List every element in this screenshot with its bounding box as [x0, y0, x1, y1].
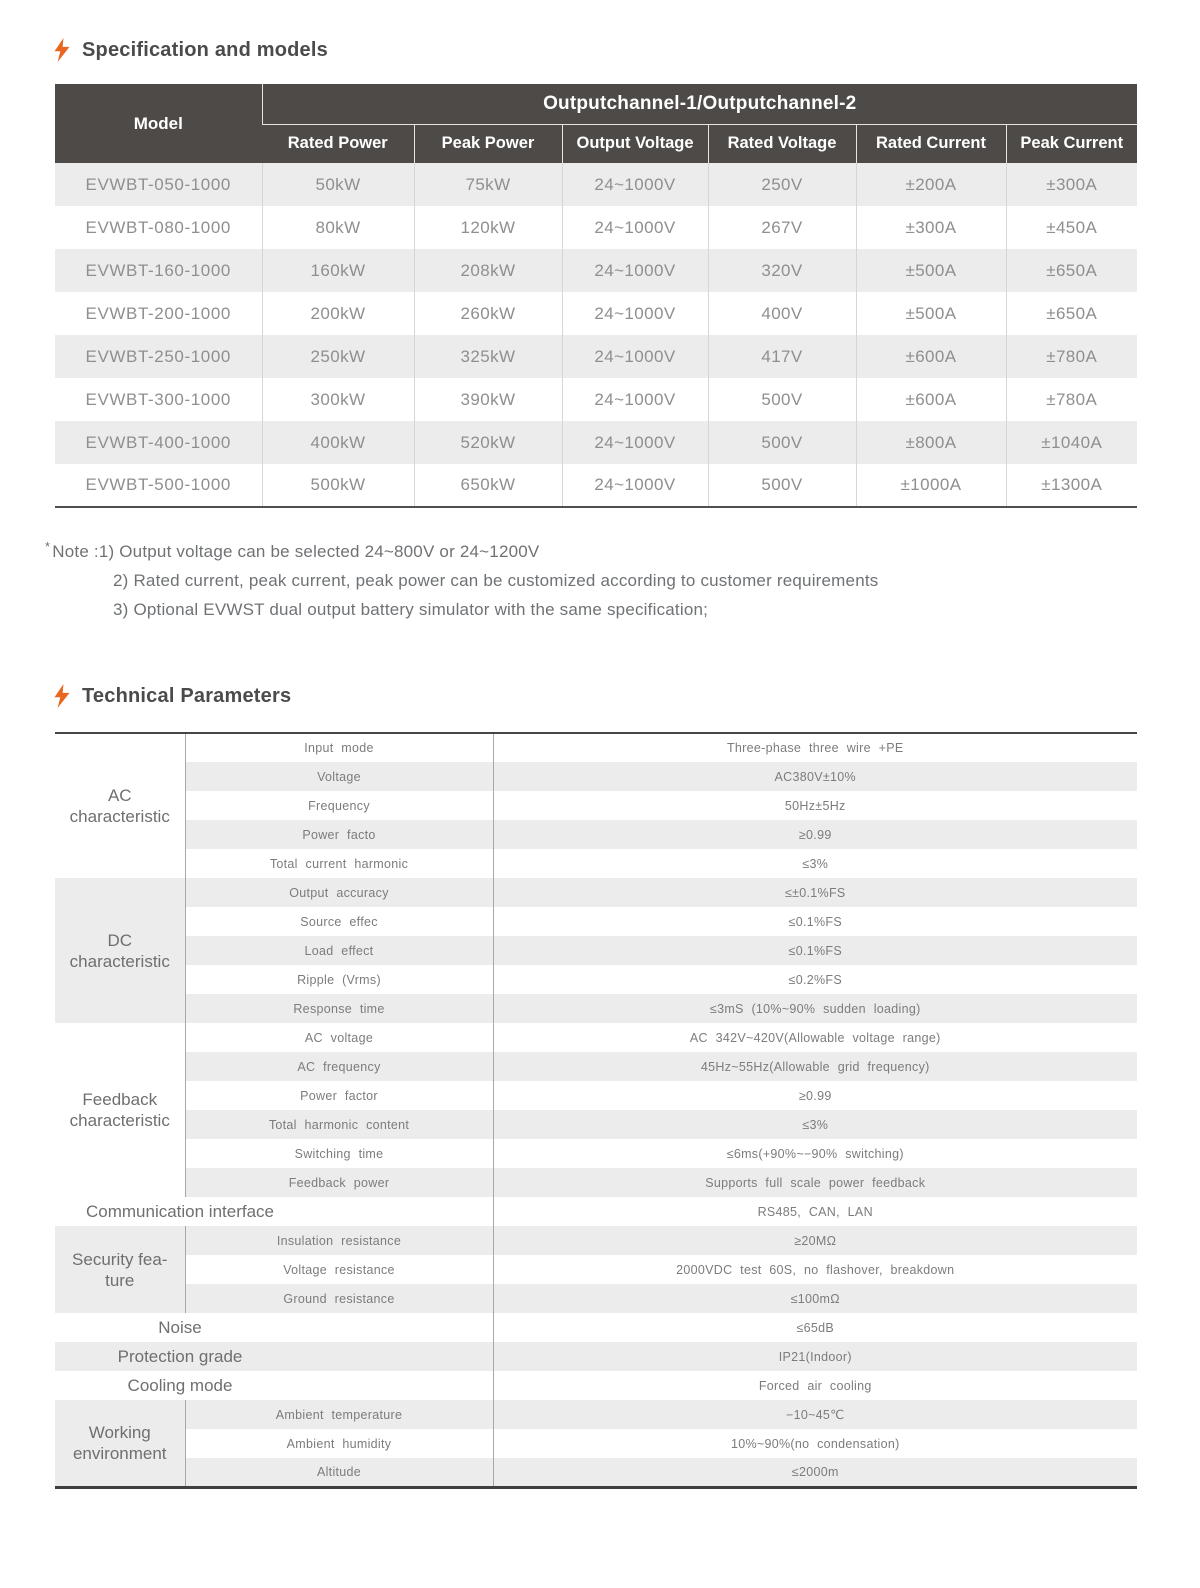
tech-value-cell: ≥0.99	[493, 820, 1137, 849]
tech-category-cell	[55, 1371, 493, 1400]
spec-value-cell: 208kW	[414, 249, 562, 292]
note-asterisk: *	[45, 539, 51, 554]
tech-value-cell: 2000VDC test 60S, no flashover, breakdown	[493, 1255, 1137, 1284]
spec-row	[55, 163, 1137, 206]
tech-value-cell: ≥20MΩ	[493, 1226, 1137, 1255]
tech-value-cell: ≤65dB	[493, 1313, 1137, 1342]
col-header-output-voltage: Output Voltage	[562, 124, 708, 163]
spec-value-cell: 500V	[708, 464, 856, 507]
page-title: Specification and models	[82, 38, 328, 61]
note-line: 2) Rated current, peak current, peak power can be customized according to customer requirements	[113, 571, 879, 590]
spec-value-cell: 80kW	[262, 206, 414, 249]
model-cell: EVWBT-080-1000	[85, 217, 231, 237]
tech-row	[55, 1313, 1137, 1342]
tech-row	[55, 1081, 1137, 1110]
tech-param-cell: Frequency	[185, 791, 493, 820]
tech-param-cell: Total harmonic content	[185, 1110, 493, 1139]
spec-value-cell: 325kW	[414, 335, 562, 378]
tech-param-cell: Load effect	[185, 936, 493, 965]
tech-row	[55, 965, 1137, 994]
spec-value-cell: ±200A	[856, 163, 1006, 206]
spec-value-cell: 260kW	[414, 292, 562, 335]
model-cell: EVWBT-050-1000	[55, 163, 262, 206]
spec-value-cell: 75kW	[414, 163, 562, 206]
tech-row	[55, 1400, 1137, 1429]
spec-value-cell: ±600A	[856, 378, 1006, 421]
tech-row	[55, 1371, 1137, 1400]
spec-value-cell: 267V	[708, 206, 856, 249]
tech-category-cell	[55, 1342, 493, 1371]
tech-row	[55, 1197, 1137, 1226]
spec-value-cell: 320V	[708, 249, 856, 292]
spec-value-cell: 250kW	[262, 335, 414, 378]
tech-value-cell: Three-phase three wire +PE	[493, 733, 1137, 762]
spec-value-cell: 400kW	[262, 421, 414, 464]
spec-row	[55, 206, 1137, 249]
tech-table	[55, 732, 1137, 1489]
lightning-bolt-icon	[53, 38, 71, 62]
tech-param-cell: Power factor	[185, 1081, 493, 1110]
tech-row	[55, 1429, 1137, 1458]
tech-param-cell: Ambient humidity	[185, 1429, 493, 1458]
tech-value-cell: 50Hz±5Hz	[493, 791, 1137, 820]
tech-table-body	[55, 733, 1137, 1487]
tech-param-cell: AC voltage	[185, 1023, 493, 1052]
tech-value-cell: ≥0.99	[493, 1081, 1137, 1110]
spec-value-cell: 417V	[708, 335, 856, 378]
model-cell: EVWBT-400-1000	[55, 421, 262, 464]
model-cell: EVWBT-300-1000	[85, 389, 231, 409]
model-cell: EVWBT-500-1000	[85, 475, 231, 494]
tech-row	[55, 1168, 1137, 1197]
tech-row	[55, 907, 1137, 936]
tech-category-cell: AC characteristic	[55, 733, 185, 878]
tech-row	[55, 1458, 1137, 1487]
tech-param-cell: Switching time	[185, 1139, 493, 1168]
spec-value-cell: ±650A	[1006, 292, 1137, 335]
tech-value-cell: AC380V±10%	[493, 762, 1137, 791]
spec-value-cell: 500V	[708, 421, 856, 464]
col-header-peak-power: Peak Power	[414, 124, 562, 163]
note-line: * Note :1) Output voltage can be selected 24~800V or 24~1200V	[45, 539, 540, 561]
tech-row	[55, 936, 1137, 965]
tech-value-cell: ≤3%	[493, 1110, 1137, 1139]
tech-row	[55, 791, 1137, 820]
tech-value-cell: IP21(Indoor)	[493, 1342, 1137, 1371]
notes-block	[45, 532, 1200, 624]
spec-value-cell: ±500A	[856, 292, 1006, 335]
spec-value-cell: 24~1000V	[562, 163, 708, 206]
lightning-bolt-icon	[53, 684, 71, 708]
tech-row	[55, 1110, 1137, 1139]
tech-row	[55, 1226, 1137, 1255]
tech-row	[55, 878, 1137, 907]
tech-value-cell: ≤100mΩ	[493, 1284, 1137, 1313]
model-cell: EVWBT-250-1000	[55, 335, 262, 378]
spec-value-cell: ±1300A	[1006, 464, 1137, 507]
spec-value-cell: 24~1000V	[562, 335, 708, 378]
spec-value-cell: 24~1000V	[562, 421, 708, 464]
spec-value-cell: 400V	[708, 292, 856, 335]
tech-category-cell: Security fea-ture	[55, 1226, 185, 1313]
tech-param-cell: Total current harmonic	[185, 849, 493, 878]
tech-row	[55, 1052, 1137, 1081]
tech-param-cell: AC frequency	[185, 1052, 493, 1081]
spec-value-cell: ±300A	[1006, 163, 1137, 206]
spec-row	[55, 421, 1137, 464]
col-header-model: Model	[55, 84, 262, 163]
tech-param-cell: Output accuracy	[185, 878, 493, 907]
spec-value-cell: 500V	[708, 378, 856, 421]
model-cell: EVWBT-200-1000	[85, 303, 231, 323]
spec-value-cell: ±300A	[856, 206, 1006, 249]
col-header-rated-current: Rated Current	[856, 124, 1006, 163]
spec-table	[55, 84, 1137, 508]
note-line: 3) Optional EVWST dual output battery simulator with the same specification;	[113, 600, 709, 619]
col-header-output-channels: Outputchannel-1/Outputchannel-2	[262, 84, 1137, 124]
spec-value-cell: 650kW	[414, 464, 562, 507]
spec-value-cell: ±500A	[856, 249, 1006, 292]
tech-value-cell: ≤3%	[493, 849, 1137, 878]
spec-row	[55, 378, 1137, 421]
col-header-peak-current: Peak Current	[1006, 124, 1137, 163]
spec-value-cell: 24~1000V	[562, 378, 708, 421]
col-header-rated-power: Rated Power	[262, 124, 414, 163]
tech-value-cell: −10~45℃	[493, 1400, 1137, 1429]
tech-value-cell: RS485, CAN, LAN	[493, 1197, 1137, 1226]
tech-value-cell: ≤0.2%FS	[493, 965, 1137, 994]
model-cell: EVWBT-160-1000	[55, 249, 262, 292]
spec-value-cell: 200kW	[262, 292, 414, 335]
tech-value-cell: Supports full scale power feedback	[493, 1168, 1137, 1197]
spec-value-cell: 24~1000V	[562, 292, 708, 335]
spec-value-cell: ±650A	[1006, 249, 1137, 292]
spec-value-cell: ±600A	[856, 335, 1006, 378]
tech-param-cell: Altitude	[185, 1458, 493, 1487]
tech-row	[55, 1139, 1137, 1168]
spec-value-cell: 120kW	[414, 206, 562, 249]
spec-value-cell: ±450A	[1006, 206, 1137, 249]
tech-value-cell: AC 342V~420V(Allowable voltage range)	[493, 1023, 1137, 1052]
spec-row	[55, 249, 1137, 292]
tech-value-cell: 45Hz~55Hz(Allowable grid frequency)	[493, 1052, 1137, 1081]
spec-value-cell: 24~1000V	[562, 464, 708, 507]
tech-row	[55, 1342, 1137, 1371]
spec-value-cell: 500kW	[262, 464, 414, 507]
tech-row	[55, 1284, 1137, 1313]
tech-param-cell: Feedback power	[185, 1168, 493, 1197]
tech-param-cell: Ambient temperature	[185, 1400, 493, 1429]
spec-value-cell: ±1040A	[1006, 421, 1137, 464]
spec-value-cell: 50kW	[262, 163, 414, 206]
tech-category-cell	[55, 1313, 493, 1342]
tech-row	[55, 994, 1137, 1023]
tech-category-label: Noise	[158, 1317, 202, 1337]
tech-value-cell: ≤2000m	[493, 1458, 1137, 1487]
tech-value-cell: ≤6ms(+90%~−90% switching)	[493, 1139, 1137, 1168]
tech-param-cell: Insulation resistance	[185, 1226, 493, 1255]
tech-category-label: Communication interface	[85, 1201, 275, 1221]
tech-category-cell: Working environment	[55, 1400, 185, 1487]
tech-section-header	[53, 684, 1200, 708]
tech-row	[55, 820, 1137, 849]
spec-value-cell: 300kW	[262, 378, 414, 421]
tech-value-cell: ≤3mS (10%~90% sudden loading)	[493, 994, 1137, 1023]
tech-param-cell: Ground resistance	[185, 1284, 493, 1313]
tech-param-cell: Voltage	[185, 762, 493, 791]
tech-param-cell: Source effec	[185, 907, 493, 936]
spec-value-cell: ±780A	[1006, 378, 1137, 421]
tech-value-cell: ≤±0.1%FS	[493, 878, 1137, 907]
spec-value-cell: ±800A	[856, 421, 1006, 464]
tech-category-label: Cooling mode	[127, 1375, 233, 1395]
spec-table-body	[55, 163, 1137, 507]
tech-category-cell: DC characteristic	[55, 878, 185, 1023]
spec-value-cell: 250V	[708, 163, 856, 206]
spec-value-cell: 520kW	[414, 421, 562, 464]
tech-value-cell: Forced air cooling	[493, 1371, 1137, 1400]
section-title: Technical Parameters	[82, 684, 292, 707]
spec-row	[55, 335, 1137, 378]
tech-param-cell: Ripple (Vrms)	[185, 965, 493, 994]
spec-value-cell: ±780A	[1006, 335, 1137, 378]
tech-param-cell: Voltage resistance	[185, 1255, 493, 1284]
col-header-rated-voltage: Rated Voltage	[708, 124, 856, 163]
tech-value-cell: ≤0.1%FS	[493, 907, 1137, 936]
tech-param-cell: Response time	[185, 994, 493, 1023]
spec-row	[55, 292, 1137, 335]
tech-category-cell: Feedback characteristic	[55, 1023, 185, 1197]
spec-value-cell: 24~1000V	[562, 249, 708, 292]
tech-row	[55, 849, 1137, 878]
spec-row	[55, 464, 1137, 507]
spec-value-cell: 390kW	[414, 378, 562, 421]
spec-value-cell: ±1000A	[856, 464, 1006, 507]
tech-param-cell: Power facto	[185, 820, 493, 849]
tech-value-cell: 10%~90%(no condensation)	[493, 1429, 1137, 1458]
tech-row	[55, 1255, 1137, 1284]
tech-row	[55, 733, 1137, 762]
tech-category-label: Protection grade	[117, 1346, 243, 1366]
spec-section-header	[53, 38, 1200, 62]
spec-value-cell: 24~1000V	[562, 206, 708, 249]
tech-row	[55, 762, 1137, 791]
tech-category-cell	[55, 1197, 493, 1226]
tech-value-cell: ≤0.1%FS	[493, 936, 1137, 965]
spec-value-cell: 160kW	[262, 249, 414, 292]
tech-row	[55, 1023, 1137, 1052]
tech-param-cell: Input mode	[185, 733, 493, 762]
